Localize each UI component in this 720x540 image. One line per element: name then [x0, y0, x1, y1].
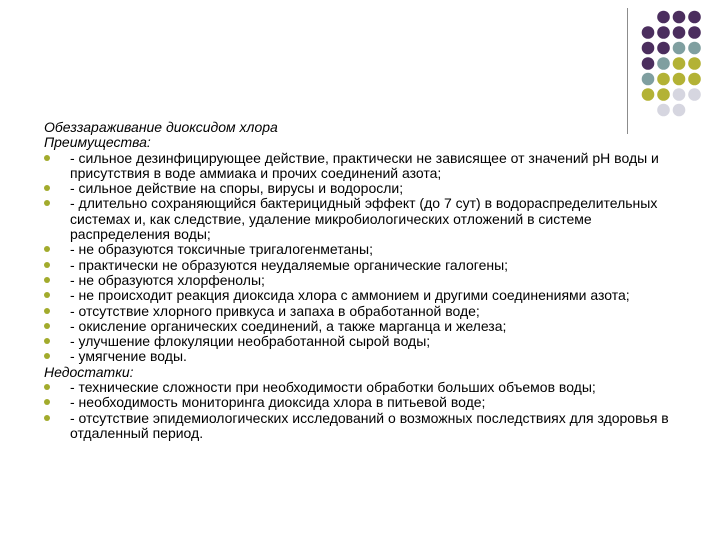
- slide-title: Обеззараживание диоксидом хлора: [44, 119, 278, 135]
- decorative-dot: [657, 88, 670, 101]
- advantages-list: [44, 151, 684, 365]
- decorative-dot: [688, 88, 701, 101]
- list-item-text: - улучшение флокуляции необработанной сырой воды;: [70, 333, 431, 350]
- list-item-text: - не образуются хлорфенолы;: [70, 271, 265, 288]
- decorative-dot: [688, 57, 701, 70]
- list-item: [44, 411, 684, 442]
- list-item: [44, 334, 684, 349]
- bullet-icon: [44, 353, 50, 359]
- list-item: [44, 395, 684, 410]
- list-item: [44, 196, 684, 242]
- list-item: [44, 349, 684, 364]
- decorative-dot: [673, 26, 686, 39]
- list-item-text: - окисление органических соединений, а также марганца и железа;: [70, 317, 507, 334]
- bullet-icon: [44, 246, 50, 252]
- list-item: [44, 273, 684, 288]
- decorative-dot: [688, 42, 701, 55]
- bullet-icon: [44, 155, 50, 161]
- bullet-icon: [44, 399, 50, 405]
- decorative-dot: [673, 42, 686, 55]
- decorative-dot: [673, 11, 686, 24]
- advantages-heading: Преимущества:: [44, 134, 151, 151]
- bullet-icon: [44, 292, 50, 298]
- bullet-icon: [44, 323, 50, 329]
- bullet-icon: [44, 308, 50, 314]
- list-item: [44, 319, 684, 334]
- slide-content: [44, 120, 684, 441]
- decorative-dot: [673, 104, 686, 117]
- decorative-vertical-line: [627, 8, 628, 134]
- list-item: [44, 258, 684, 273]
- list-item-text: - умягчение воды.: [70, 348, 187, 365]
- decorative-dot: [657, 73, 670, 86]
- bullet-icon: [44, 384, 50, 390]
- list-item: [44, 380, 684, 395]
- disadvantages-heading: Недостатки:: [44, 363, 134, 380]
- bullet-icon: [44, 338, 50, 344]
- bullet-icon: [44, 277, 50, 283]
- list-item-text: - сильное дезинфицирующее действие, практически не зависящее от значений pH воды и присутствия в воде аммиака и прочих соединений азота;: [70, 149, 659, 181]
- list-item-text: - практически не образуются неудаляемые органические галогены;: [70, 256, 509, 273]
- list-item-text: - не происходит реакция диоксида хлора с аммонием и другими соединениями азота;: [70, 287, 630, 304]
- decorative-dot: [657, 42, 670, 55]
- list-item: [44, 304, 684, 319]
- decorative-dot-grid: [640, 10, 712, 120]
- decorative-dot: [642, 42, 655, 55]
- decorative-dot: [688, 11, 701, 24]
- list-item-text: - отсутствие хлорного привкуса и запаха в обработанной воде;: [70, 302, 480, 319]
- list-item: [44, 151, 684, 182]
- list-item-text: - необходимость мониторинга диоксида хлора в питьевой воде;: [70, 394, 486, 411]
- decorative-dot: [657, 104, 670, 117]
- bullet-icon: [44, 185, 50, 191]
- list-item-text: - сильное действие на споры, вирусы и водоросли;: [70, 180, 404, 197]
- decorative-dot: [673, 57, 686, 70]
- decorative-dot: [657, 57, 670, 70]
- list-item-text: - отсутствие эпидемиологических исследований о возможных последствиях для здоровья в отдаленный период.: [70, 409, 669, 441]
- list-item-text: - длительно сохраняющийся бактерицидный эффект (до 7 сут) в водораспределительных системах и, как следствие, удаление микробиологических отложений в системе распределения воды;: [70, 195, 658, 243]
- decorative-dot: [673, 88, 686, 101]
- decorative-dot: [642, 88, 655, 101]
- decorative-dot: [688, 26, 701, 39]
- decorative-dot: [642, 73, 655, 86]
- decorative-dot: [673, 73, 686, 86]
- decorative-dot: [657, 26, 670, 39]
- bullet-icon: [44, 262, 50, 268]
- disadvantages-list: [44, 380, 684, 441]
- bullet-icon: [44, 415, 50, 421]
- decorative-dot: [688, 73, 701, 86]
- decorative-dot: [642, 57, 655, 70]
- decorative-dot: [642, 26, 655, 39]
- list-item: [44, 181, 684, 196]
- list-item: [44, 242, 684, 257]
- list-item-text: - технические сложности при необходимости обработки больших объемов воды;: [70, 379, 596, 396]
- list-item: [44, 288, 684, 303]
- bullet-icon: [44, 200, 50, 206]
- decorative-dot: [657, 11, 670, 24]
- list-item-text: - не образуются токсичные тригалогенметаны;: [70, 241, 373, 258]
